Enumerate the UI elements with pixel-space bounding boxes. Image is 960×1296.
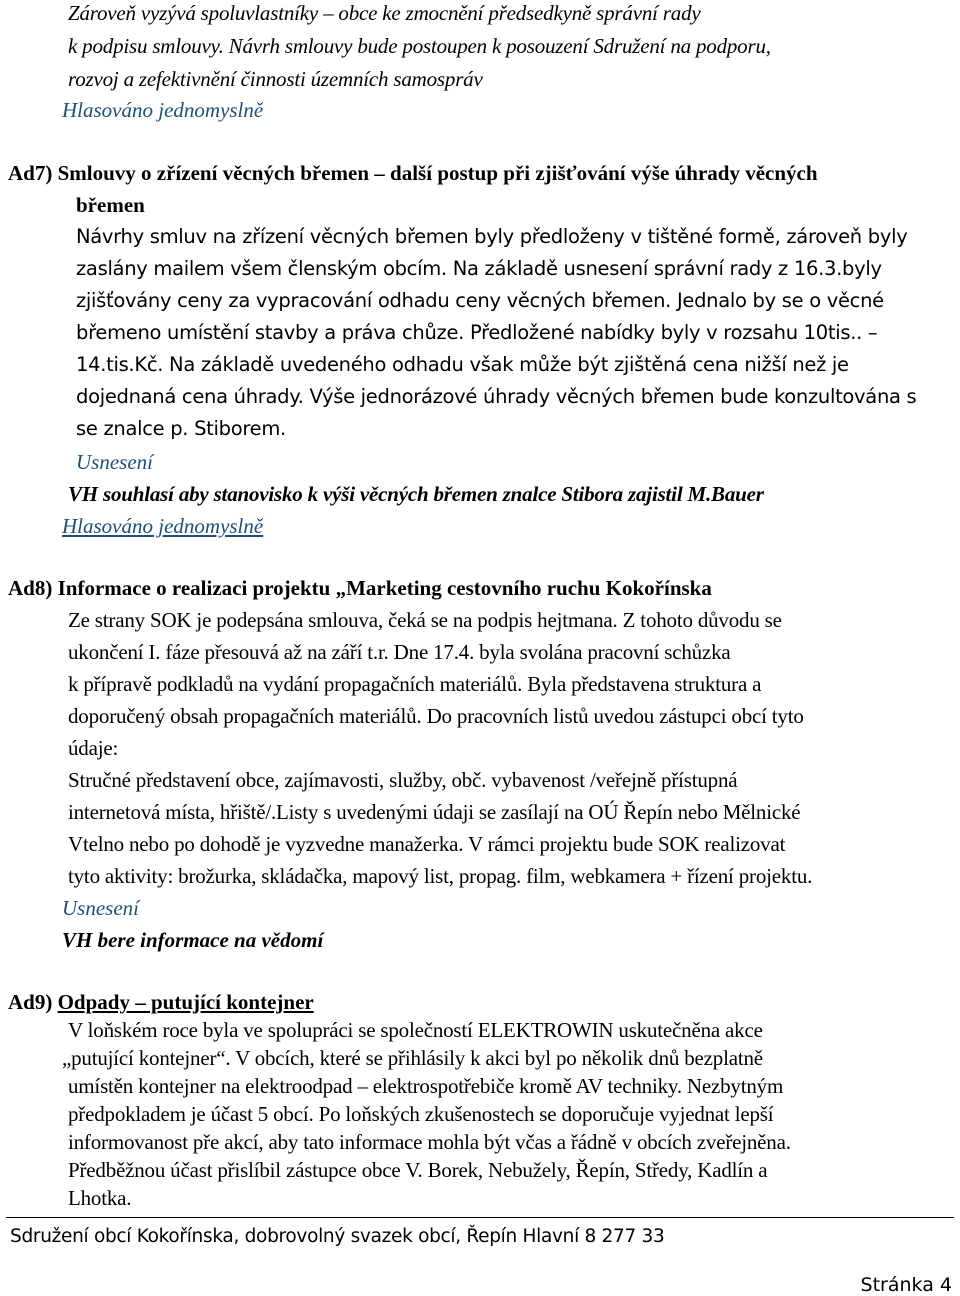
ad8-resolution: VH bere informace na vědomí: [62, 928, 324, 952]
ad8-body-line-9: tyto aktivity: brožurka, skládačka, mapový list, propag. film, webkamera + řízení projektu.: [68, 864, 813, 888]
ad7-body-line-7: se znalce p. Stiborem.: [76, 417, 286, 440]
intro-line-2: k podpisu smlouvy. Návrh smlouvy bude postoupen k posouzení Sdružení na podporu,: [68, 34, 771, 58]
ad7-vote: Hlasováno jednomyslně: [62, 514, 264, 538]
ad8-heading: [8, 575, 712, 601]
ad9-body-line-5: informovanost pře akcí, aby tato informace mohla být včas a řádně v obcích zveřejněna.: [68, 1130, 791, 1154]
page-number: Stránka 4: [860, 1274, 952, 1296]
ad8-body-line-6: Stručné představení obce, zajímavosti, služby, obč. vybavenost /veřejně přístupná: [68, 768, 738, 792]
ad7-body-line-6: dojednaná cena úhrady. Výše jednorázové úhrady věcných břemen bude konzultována s: [76, 385, 917, 408]
ad8-body-line-8: Vtelno nebo po dohodě je vyzvedne manažerka. V rámci projektu bude SOK realizovat: [68, 832, 786, 856]
ad9-heading: [8, 989, 314, 1015]
ad8-number: Ad8): [8, 576, 53, 600]
intro-vote: Hlasováno jednomyslně: [62, 98, 264, 122]
ad7-title: Smlouvy o zřízení věcných břemen – další postup při zjišťování výše úhrady věcných: [57, 161, 818, 185]
ad7-number: Ad7): [8, 161, 53, 185]
ad8-resolution-label: Usnesení: [62, 896, 139, 920]
footer-address: Sdružení obcí Kokořínska, dobrovolný svazek obcí, Řepín Hlavní 8 277 33: [10, 1226, 665, 1247]
ad9-body-line-2: „putující kontejner“. V obcích, které se přihlásily k akci byl po několik dnů bezplatně: [62, 1046, 763, 1070]
ad8-body-line-2: ukončení I. fáze přesouvá až na září t.r. Dne 17.4. byla svolána pracovní schůzka: [68, 640, 731, 664]
intro-line-3: rozvoj a zefektivnění činnosti územních samospráv: [68, 67, 483, 91]
ad9-body-line-6: Předběžnou účast přislíbil zástupce obce V. Borek, Nebužely, Řepín, Středy, Kadlín a: [68, 1158, 768, 1182]
ad7-resolution-label: Usnesení: [76, 450, 153, 474]
ad7-body-line-5: 14.tis.Kč. Na základě uvedeného odhadu však může být zjištěná cena nižší než je: [76, 353, 849, 376]
ad9-body-line-7: Lhotka.: [68, 1186, 132, 1210]
ad8-body-line-1: Ze strany SOK je podepsána smlouva, čeká se na podpis hejtmana. Z tohoto důvodu se: [68, 608, 782, 632]
ad8-body-line-3: k přípravě podkladů na vydání propagačních materiálů. Byla představena struktura a: [68, 672, 762, 696]
ad7-title-line-2: břemen: [76, 193, 145, 217]
ad7-body-line-1: Návrhy smluv na zřízení věcných břemen byly předloženy v tištěné formě, zároveň byly: [76, 225, 908, 248]
ad8-title: Informace o realizaci projektu „Marketing cestovního ruchu Kokořínska: [57, 576, 712, 600]
ad7-body-line-3: zjišťovány ceny za vypracování odhadu ceny věcných břemen. Jednalo by se o věcné: [76, 289, 884, 312]
ad9-body-line-3: umístěn kontejner na elektroodpad – elektrospotřebiče kromě AV techniky. Nezbytným: [68, 1074, 784, 1098]
ad7-heading: [8, 160, 818, 186]
ad8-body-line-4: doporučený obsah propagačních materiálů. Do pracovních listů uvedou zástupci obcí tyto: [68, 704, 804, 728]
intro-line-1: Zároveň vyzývá spoluvlastníky – obce ke zmocnění předsedkyně správní rady: [68, 1, 701, 25]
ad9-body-line-1: V loňském roce byla ve spolupráci se společností ELEKTROWIN uskutečněna akce: [68, 1018, 763, 1042]
ad8-body-line-7: internetová místa, hřiště/.Listy s uvedenými údaji se zasílají na OÚ Řepín nebo Mělnické: [68, 800, 801, 824]
ad7-body-line-4: břemeno umístění stavby a práva chůze. Předložené nabídky byly v rozsahu 10tis.. –: [76, 321, 878, 344]
footer-divider: [6, 1217, 954, 1218]
ad9-number: Ad9): [8, 990, 53, 1014]
ad7-resolution: VH souhlasí aby stanovisko k výši věcných břemen znalce Stibora zajistil M.Bauer: [68, 482, 764, 506]
ad8-body-line-5: údaje:: [68, 736, 119, 760]
ad9-title: Odpady – putující kontejner: [57, 990, 314, 1014]
ad9-body-line-4: předpokladem je účast 5 obcí. Po loňských zkušenostech se doporučuje vyjednat lepší: [68, 1102, 774, 1126]
ad7-body-line-2: zaslány mailem všem členským obcím. Na základě usnesení správní rady z 16.3.byly: [76, 257, 882, 280]
